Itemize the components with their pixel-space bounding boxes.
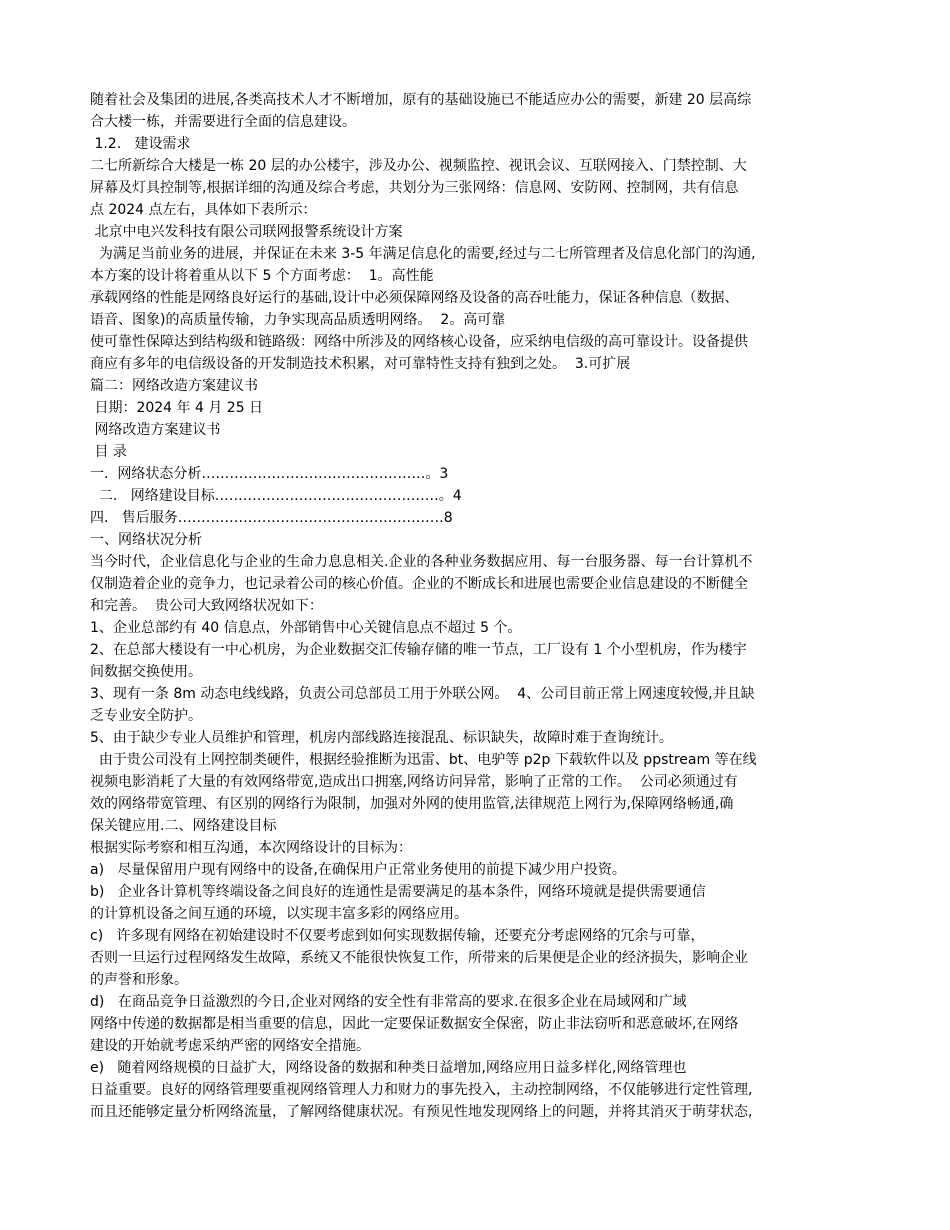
text-line: 篇二：网络改造方案建议书 (90, 378, 258, 394)
text-line: 否则一旦运行过程网络发生故障，系统又不能很快恢复工作，所带来的后果便是企业的经济损失，影响企业 (90, 950, 748, 966)
text-line: 保关键应用.二、网络建设目标 (90, 818, 277, 834)
text-line: b) 企业各计算机等终端设备之间良好的连通性是需要满足的基本条件，网络环境就是提供需要通信 (90, 884, 706, 900)
text-line: 日期：2024 年 4 月 25 日 (90, 400, 264, 416)
text-line: 乏专业安全防护。 (90, 708, 202, 724)
text-line: 语音、图象)的高质量传输，力争实现高品质透明网络。 2。高可靠 (90, 312, 506, 328)
text-line: 间数据交换使用。 (90, 664, 202, 680)
text-line: 当今时代，企业信息化与企业的生命力息息相关.企业的各种业务数据应用、每一台服务器、每一台计算机不 (90, 554, 753, 570)
text-line: 3、现有一条 8m 动态电线线路，负责公司总部员工用于外联公网。 4、公司目前正常上网速度较慢,并且缺 (90, 686, 755, 702)
text-line: 网络改造方案建议书 (90, 422, 221, 438)
text-line: e) 随着网络规模的日益扩大，网络设备的数据和种类日益增加,网络应用日益多样化,网络管理也 (90, 1060, 687, 1076)
text-line: 目 录 (90, 444, 127, 460)
text-line: 商应有多年的电信级设备的开发制造技术积累，对可靠特性支持有独到之处。 3.可扩展 (90, 356, 631, 372)
text-line: 点 2024 点左右，具体如下表所示： (90, 202, 317, 218)
text-line: 合大楼一栋，并需要进行全面的信息建设。 (90, 114, 356, 130)
text-line: 网络中传递的数据都是相当重要的信息，因此一定要保证数据安全保密，防止非法窃听和恶意破坏,在网络 (90, 1016, 739, 1032)
text-line: 本方案的设计将着重从以下 5 个方面考虑： 1。高性能 (90, 268, 434, 284)
text-line: 1.2. 建设需求 (90, 136, 191, 152)
text-line: 一. 网络状态分析…………………………………………。3 (90, 466, 449, 482)
text-line: 一、网络状况分析 (90, 532, 202, 548)
text-line: a) 尽量保留用户现有网络中的设备,在确保用户正常业务使用的前提下减少用户投资。 (90, 862, 626, 878)
text-line: d) 在商品竞争日益激烈的今日,企业对网络的安全性有非常高的要求.在很多企业在局域网和广域 (90, 994, 687, 1010)
text-line: 效的网络带宽管理、有区别的网络行为限制，加强对外网的使用监管,法律规范上网行为,保障网络畅通,确 (90, 796, 734, 812)
text-line: 1、企业总部约有 40 信息点，外部销售中心关键信息点不超过 5 个。 (90, 620, 522, 636)
text-line: 仅制造着企业的竞争力，也记录着公司的核心价值。企业的不断成长和进展也需要企业信息建设的不断健全 (90, 576, 748, 592)
text-line: 5、由于缺少专业人员维护和管理，机房内部线路连接混乱、标识缺失，故障时难于查询统计。 (90, 730, 673, 746)
text-line: 由于贵公司没有上网控制类硬件，根据经验推断为迅雷、bt、电驴等 p2p 下载软件以及 ppstream 等在线 (90, 752, 757, 768)
text-line: 二七所新综合大楼是一栋 20 层的办公楼宇，涉及办公、视频监控、视讯会议、互联网接入、门禁控制、大 (90, 158, 747, 174)
text-line: 日益重要。良好的网络管理要重视网络管理人力和财力的事先投入，主动控制网络，不仅能够进行定性管理, (90, 1082, 753, 1098)
text-line: 的声誉和形象。 (90, 972, 188, 988)
text-line: 根据实际考察和相互沟通，本次网络设计的目标为： (90, 840, 412, 856)
text-line: 和完善。 贵公司大致网络状况如下： (90, 598, 323, 614)
document-body (90, 89, 910, 1123)
text-line: 建设的开始就考虑采纳严密的网络安全措施。 (90, 1038, 370, 1054)
text-line: 的计算机设备之间互通的环境，以实现丰富多彩的网络应用。 (90, 906, 468, 922)
text-line: 视频电影消耗了大量的有效网络带宽,造成出口拥塞,网络访问异常，影响了正常的工作。 公司必须通过有 (90, 774, 738, 790)
text-line: 随着社会及集团的进展,各类高技术人才不断增加，原有的基础设施已不能适应办公的需要，新建 20 层高综 (90, 92, 752, 108)
text-line: 承载网络的性能是网络良好运行的基础,设计中必须保障网络及设备的高吞吐能力，保证各种信息（数据、 (90, 290, 739, 306)
text-line: c) 许多现有网络在初始建设时不仅要考虑到如何实现数据传输，还要充分考虑网络的冗余与可靠， (90, 928, 705, 944)
text-line: 而且还能够定量分析网络流量，了解网络健康状况。有预见性地发现网络上的问题，并将其消灭于萌芽状态, (90, 1104, 753, 1120)
text-line: 使可靠性保障达到结构级和链路级：网络中所涉及的网络核心设备，应采纳电信级的高可靠设计。设备提供 (90, 334, 748, 350)
text-line: 四. 售后服务…………………………………………………8 (90, 510, 453, 526)
text-line: 二. 网络建设目标…………………………………………。4 (90, 488, 462, 504)
text-line: 屏幕及灯具控制等,根据详细的沟通及综合考虑，共划分为三张网络：信息网、安防网、控制网，共有信息 (90, 180, 739, 196)
text-line: 2、在总部大楼设有一中心机房，为企业数据交汇传输存储的唯一节点，工厂设有 1 个小型机房，作为楼宇 (90, 642, 747, 658)
text-line: 为满足当前业务的进展，并保证在未来 3-5 年满足信息化的需要,经过与二七所管理者及信息化部门的沟通, (90, 246, 756, 262)
text-line: 北京中电兴发科技有限公司联网报警系统设计方案 (90, 224, 403, 240)
